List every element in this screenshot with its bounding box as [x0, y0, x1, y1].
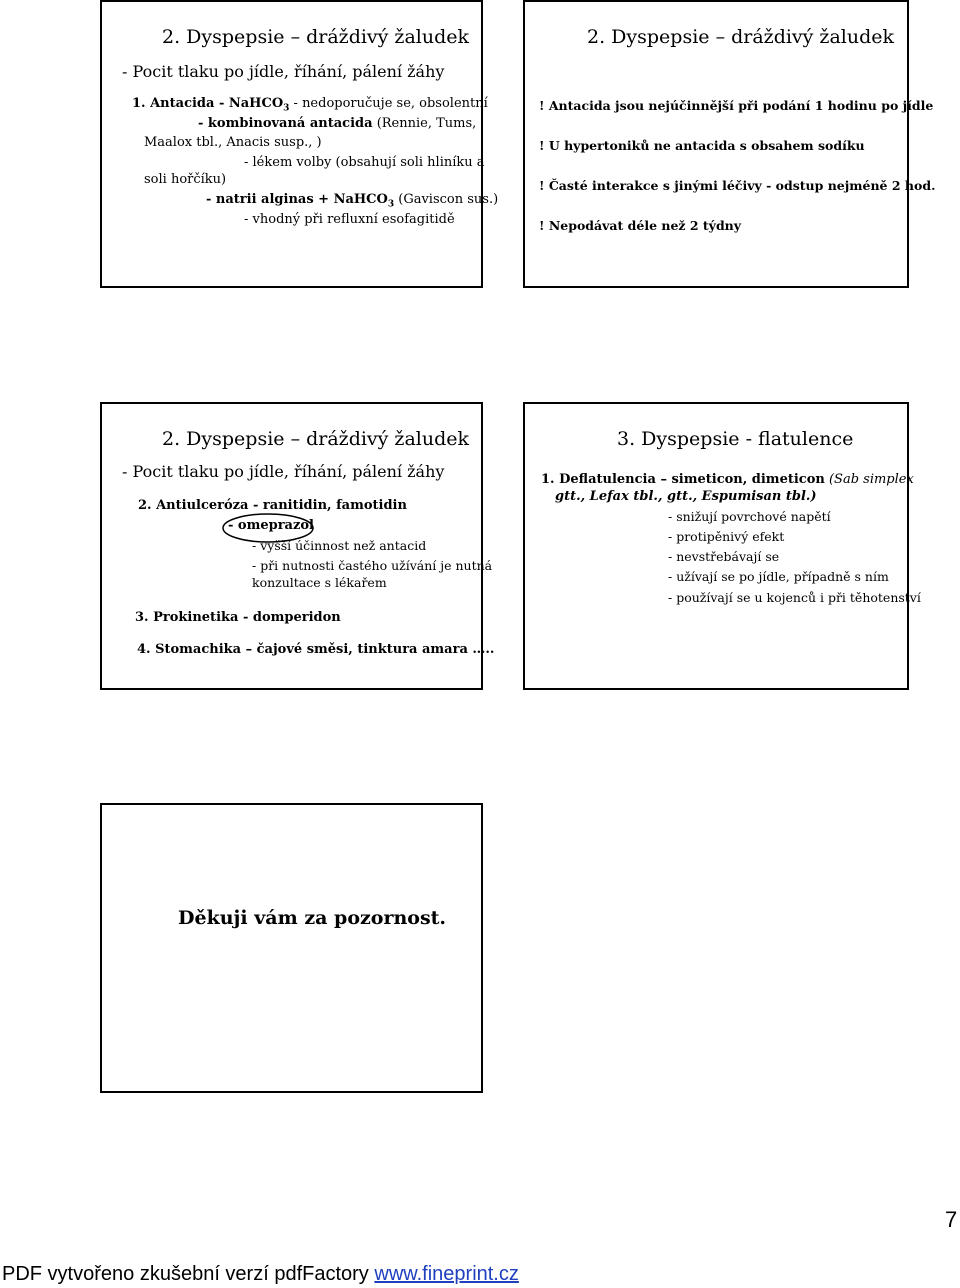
alginas-label: - natrii alginas + NaHCO: [206, 192, 388, 207]
slide-4-item-2: - protipěnivý efekt: [668, 529, 785, 544]
slide-3-line-3: - vyšší účinnost než antacid: [252, 538, 427, 553]
slide-2-item-2: ! U hypertoniků ne antacida s obsahem sodíku: [539, 138, 865, 153]
deflatulencia-examples: (Sab simplex: [824, 472, 914, 487]
combined-antacida: - kombinovaná antacida: [198, 116, 373, 131]
slide-3-line-6: 3. Prokinetika - domperidon: [135, 610, 341, 625]
slide-3-line-7: 4. Stomachika – čajové směsi, tinktura amara …..: [137, 642, 495, 657]
deflatulencia-label: 1. Deflatulencia – simeticon, dimeticon: [541, 472, 825, 487]
alginas-example: (Gaviscon sus.): [394, 192, 499, 207]
slide-2-title: 2. Dyspepsie – dráždivý žaludek: [587, 26, 895, 48]
slide-2: [523, 0, 936, 288]
slide-2-item-1: ! Antacida jsou nejúčinnější při podání 1 hodinu po jídle: [539, 98, 934, 113]
antacida-label: 1. Antacida - NaHCO: [132, 96, 284, 111]
thank-you-text: Děkuji vám za pozornost.: [178, 907, 447, 929]
slide-3-line-4: - při nutnosti častého užívání je nutná: [252, 558, 493, 573]
slide-5: [100, 803, 483, 1093]
antacida-note: - nedoporučuje se, obsolentní: [289, 96, 488, 111]
slide-4-line-2: gtt., Lefax tbl., gtt., Espumisan tbl.): [555, 489, 817, 504]
slide-3-line-5: konzultace s lékařem: [252, 575, 387, 590]
slide-3-line-2: - omeprazol: [228, 518, 314, 533]
slide-4-item-1: - snižují povrchové napětí: [668, 509, 831, 524]
slide-1: [100, 0, 499, 288]
slide-3: [100, 402, 495, 690]
slide-1-subtitle: - Pocit tlaku po jídle, říhání, pálení žáhy: [122, 62, 445, 81]
slide-1-line-6: [206, 192, 498, 210]
slide-2-item-3: ! Časté interakce s jinými léčivy - odstup nejméně 2 hod.: [539, 178, 936, 193]
subscript-3: 3: [283, 103, 290, 114]
slide-3-title: 2. Dyspepsie – dráždivý žaludek: [162, 428, 470, 450]
slide-3-line-1: 2. Antiulceróza - ranitidin, famotidin: [138, 498, 407, 513]
slide-1-title: 2. Dyspepsie – dráždivý žaludek: [162, 26, 470, 48]
slide-1-line-5: soli hořčíku): [144, 172, 227, 187]
slide-4-item-4: - užívají se po jídle, případně s ním: [668, 569, 889, 584]
slide-1-line-4: - lékem volby (obsahují soli hliníku a: [244, 155, 485, 170]
slide-3-subtitle: - Pocit tlaku po jídle, říhání, pálení žáhy: [122, 462, 445, 481]
footer-link[interactable]: www.fineprint.cz: [374, 1263, 519, 1285]
slide-4-title: 3. Dyspepsie - flatulence: [617, 428, 854, 450]
slide-4-item-5: - používají se u kojenců i při těhotenství: [668, 590, 921, 605]
slide-1-line-1: [132, 96, 488, 114]
page-number: 7: [945, 1207, 958, 1232]
pdf-footer: [2, 1263, 519, 1286]
slide-4-item-3: - nevstřebávají se: [668, 549, 780, 564]
combined-examples: (Rennie, Tums,: [372, 116, 477, 131]
footer-text: PDF vytvořeno zkušební verzí pdfFactory: [2, 1263, 375, 1285]
slide-1-line-3: Maalox tbl., Anacis susp., ): [144, 135, 322, 150]
slide-4-line-1: [541, 472, 914, 487]
slide-1-line-2: [198, 116, 476, 131]
slide-4: [523, 402, 921, 690]
subscript-3b: 3: [387, 199, 395, 210]
slide-2-item-4: ! Nepodávat déle než 2 týdny: [539, 218, 742, 233]
slide-1-line-7: - vhodný při refluxní esofagitidě: [244, 212, 455, 227]
